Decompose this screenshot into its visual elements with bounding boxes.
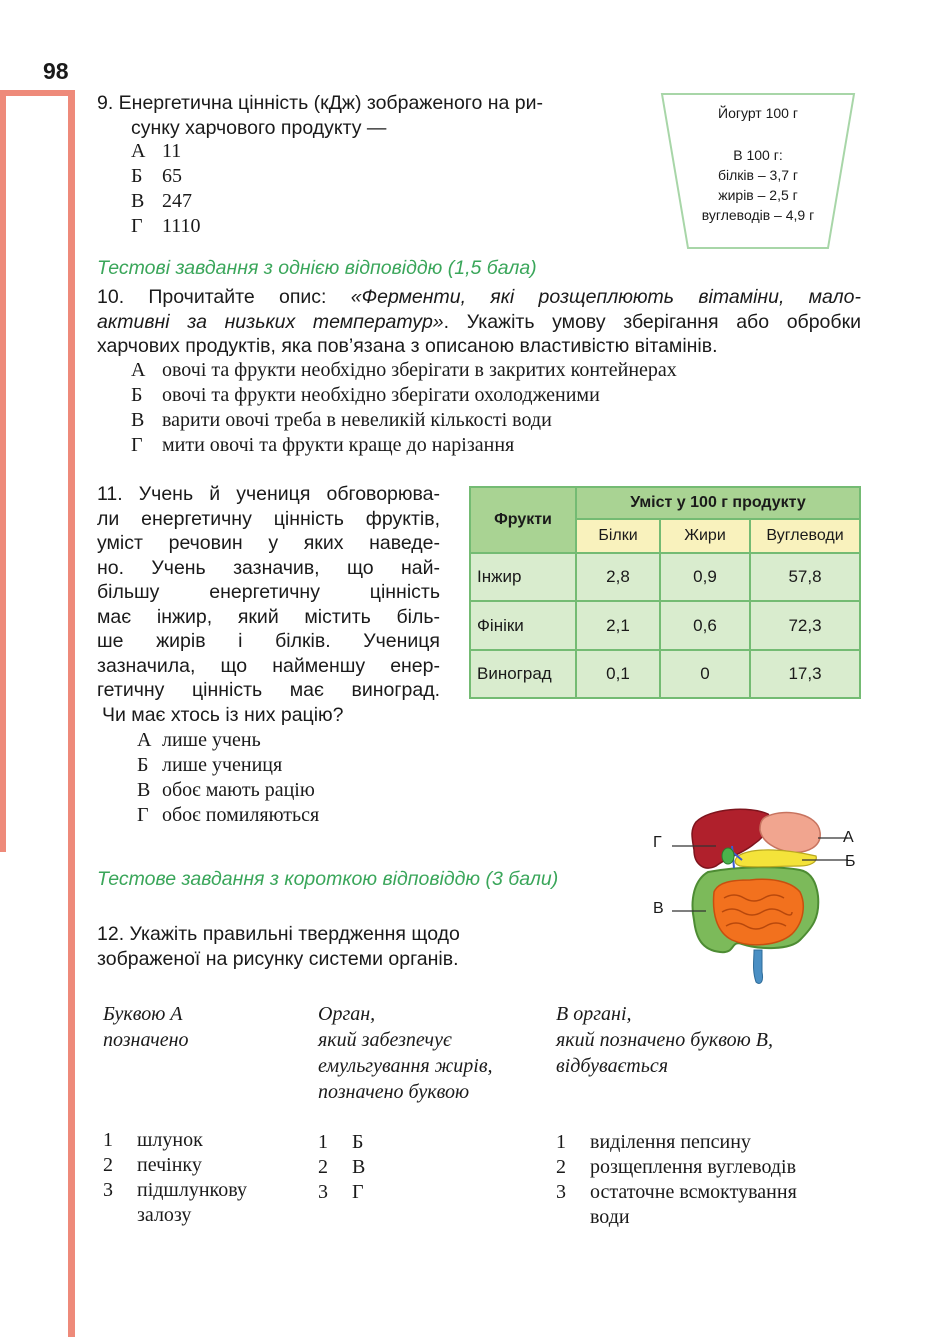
table-header-fruits: Фрукти [470,487,576,553]
organ-label-a: А [843,829,854,846]
option: В обоє мають рацію [137,779,315,801]
option: В варити овочі треба в невеликій кількості води [131,409,552,431]
option: В 247 [131,190,192,212]
q12-column-1: Буквою А позначено [103,1003,189,1051]
question-11-text: 11. Учень й учениця обговорюва- ли енергетичну цінність фруктів, уміст речовин у яких наведе- но. Учень зазначив, що най- більшу енергетичну цінність має інжир, який містить біль- ше жирів і білків. Учениця зазначила, що найменшу енер- гетичну цінність має виноград. Чи має хтось із них рацію? [97,483,440,726]
page-margin-bar-top [0,90,75,96]
digestive-system-illustration [650,800,875,990]
page-number: 98 [43,58,69,84]
option: Б 65 [131,165,182,187]
option: Б лише учениця [137,754,283,776]
table-row: Інжир 2,8 0,9 57,8 [470,553,860,601]
fruit-nutrition-table [469,486,861,699]
q12-column-3: В органі, який позначено буквою В, відбувається [556,1003,773,1077]
organ-label-b: Б [845,853,856,870]
q12-column-3-items: 1 виділення пепсину 2 розщеплення вуглеводів 3 остаточне всмоктування води [556,1130,876,1230]
q12-column-2-items [318,1130,518,1205]
option: А лише учень [137,729,261,751]
list-item: 2 розщеплення вуглеводів [556,1156,797,1178]
organ-label-v: В [653,900,664,917]
table-row: Виноград 0,1 0 17,3 [470,650,860,698]
table-header-content: Уміст у 100 г продукту [576,487,860,519]
option: Г мити овочі та фрукти краще до нарізання [131,434,515,456]
list-item: 1 виділення пепсину [556,1131,751,1153]
option: А 11 [131,140,182,162]
option: Б овочі та фрукти необхідно зберігати охолодженими [131,384,600,406]
yogurt-fat: жирів – 2,5 г [718,187,798,203]
q12-column-2: Орган, який забезпечує емульгування жирів, позначено буквою [318,1003,493,1103]
table-row: Фініки 2,1 0,6 72,3 [470,601,860,650]
question-12-text: 12. Укажіть правильні твердження щодо зображеної на рисунку системи органів. [97,923,460,970]
list-item: 1 шлунок [103,1129,203,1151]
question-10-text: 10. Прочитайте опис: «Ферменти, які розщеплюють вітаміни, мало- активні за низьких температур». Укажіть умову зберігання або обробки харчових продуктів, яка пов’язана з описаною властивістю вітамінів. [97,286,862,357]
option: А овочі та фрукти необхідно зберігати в закритих контейнерах [131,359,677,381]
table-subheader: Жири [660,519,750,553]
table-subheader: Білки [576,519,660,553]
yogurt-carbs: вуглеводів – 4,9 г [701,207,815,223]
section-heading-single-answer: Тестові завдання з однією відповіддю (1,5 бала) [97,257,537,279]
q12-column-1-items: 1 шлунок 2 печінку 3 підшлункову залозу [103,1128,303,1228]
yogurt-title: Йогурт 100 г [718,105,798,121]
yogurt-protein: білків – 3,7 г [718,167,798,183]
list-item: 3 остаточне всмоктування [556,1181,797,1203]
list-item: 2 В [318,1156,366,1178]
section-heading-short-answer: Тестове завдання з короткою відповіддю (3 бали) [97,868,559,890]
yogurt-per: В 100 г: [733,147,783,163]
page-margin-bar-left [0,90,6,852]
page-margin-bar [68,90,75,1337]
question-9-text: 9. Енергетична цінність (кДж) зображеного на ри- сунку харчового продукту — [97,92,543,139]
question-9-options [131,139,201,239]
option: Г 1110 [131,215,201,237]
question-10-options [131,358,677,458]
list-item: 3 підшлункову [103,1179,247,1201]
list-item: 1 Б [318,1131,364,1153]
list-item: 3 Г [318,1181,364,1203]
list-item: 2 печінку [103,1154,202,1176]
organ-label-g: Г [653,834,662,851]
option: Г обоє помиляються [137,804,320,826]
question-11-options [137,728,319,828]
table-subheader: Вуглеводи [750,519,860,553]
